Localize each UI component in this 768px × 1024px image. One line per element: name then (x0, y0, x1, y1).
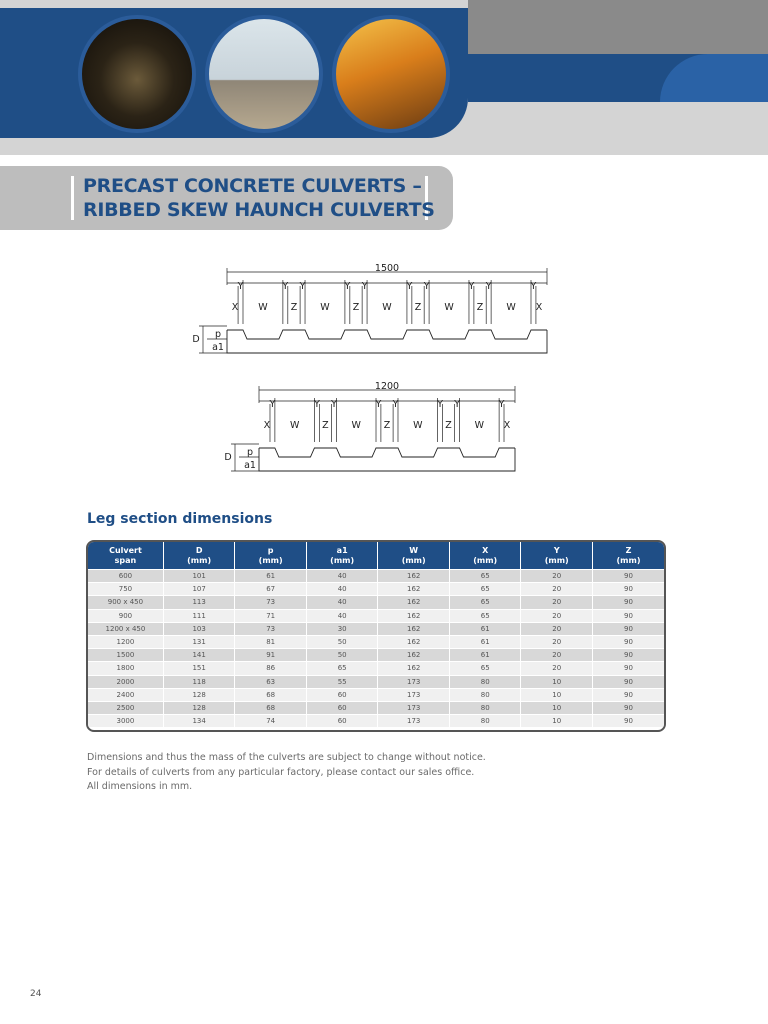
table-cell: 20 (521, 649, 593, 662)
y-label: Y (423, 281, 430, 292)
segment-label: W (320, 302, 330, 313)
column-header-text: a1 (336, 545, 348, 555)
table-cell: 3000 (88, 715, 163, 728)
table-cell: 86 (235, 662, 307, 675)
table-cell: 65 (449, 570, 521, 583)
table-cell: 20 (521, 609, 593, 622)
notes (87, 751, 607, 795)
table-cell: 162 (378, 570, 450, 583)
table-cell: 10 (521, 675, 593, 688)
column-header (521, 542, 593, 570)
table-cell: 151 (163, 662, 235, 675)
y-label: Y (454, 399, 461, 410)
table-cell: 61 (449, 649, 521, 662)
segment-label: Z (476, 302, 484, 313)
table-cell: 90 (592, 596, 664, 609)
note-line: All dimensions in mm. (87, 781, 193, 792)
segment-label: Z (383, 420, 391, 431)
title-divider-left (71, 176, 74, 220)
table-body (88, 570, 664, 728)
y-label: Y (530, 281, 537, 292)
table-cell: 30 (306, 622, 378, 635)
page-title-line-1: PRECAST CONCRETE CULVERTS – (83, 175, 422, 197)
table-cell: 40 (306, 570, 378, 583)
y-label: Y (269, 399, 276, 410)
segment-label: Z (290, 302, 298, 313)
column-header-text: W (409, 545, 419, 555)
table-cell: 90 (592, 622, 664, 635)
column-header-text: Culvert (109, 545, 142, 555)
column-header (306, 542, 378, 570)
table-cell: 71 (235, 609, 307, 622)
table-cell: 141 (163, 649, 235, 662)
table-cell: 74 (235, 715, 307, 728)
y-label: Y (485, 281, 492, 292)
table-row (88, 596, 664, 609)
table-row (88, 622, 664, 635)
segment-label: X (503, 420, 511, 431)
y-label: Y (299, 281, 306, 292)
table-row (88, 662, 664, 675)
column-header-text: span (114, 555, 137, 565)
table-cell: 900 x 450 (88, 596, 163, 609)
table-cell: 68 (235, 701, 307, 714)
table-cell: 173 (378, 675, 450, 688)
table-cell: 2400 (88, 688, 163, 701)
table-cell: 90 (592, 570, 664, 583)
table-cell: 750 (88, 583, 163, 596)
table-cell: 65 (449, 609, 521, 622)
table-cell: 60 (306, 688, 378, 701)
side-label-d: D (192, 334, 200, 345)
sunset-photo (332, 15, 450, 133)
table-header-row (88, 542, 664, 570)
column-header-text: (mm) (544, 555, 569, 565)
column-header-text: Y (553, 545, 560, 555)
table-cell: 50 (306, 649, 378, 662)
side-label-a1: a1 (244, 460, 256, 471)
segment-label: W (474, 420, 485, 431)
table-row (88, 715, 664, 728)
table-cell: 20 (521, 596, 593, 609)
column-header-text: D (195, 545, 203, 555)
table-cell: 65 (306, 662, 378, 675)
table-cell: 90 (592, 701, 664, 714)
segment-label: W (506, 302, 516, 313)
table-cell: 80 (449, 715, 521, 728)
table-cell: 60 (306, 701, 378, 714)
column-header (163, 542, 235, 570)
y-label: Y (392, 399, 399, 410)
column-header-text: (mm) (473, 555, 498, 565)
column-header (449, 542, 521, 570)
column-header-text: (mm) (401, 555, 426, 565)
table-cell: 162 (378, 583, 450, 596)
table-cell: 600 (88, 570, 163, 583)
table-cell: 111 (163, 609, 235, 622)
table-cell: 20 (521, 622, 593, 635)
side-label-p: p (214, 329, 222, 340)
y-label: Y (375, 399, 382, 410)
table-cell: 20 (521, 635, 593, 648)
table-cell: 20 (521, 662, 593, 675)
segment-label: Z (414, 302, 422, 313)
table-cell: 162 (378, 622, 450, 635)
table-row (88, 635, 664, 648)
column-header-text: (mm) (616, 555, 641, 565)
y-label: Y (498, 399, 505, 410)
segment-label: Z (445, 420, 452, 431)
segment-label: Z (322, 420, 329, 431)
table-cell: 1800 (88, 662, 163, 675)
column-header (592, 542, 664, 570)
profile-ribs (259, 448, 515, 457)
column-header (235, 542, 307, 570)
table-cell: 65 (449, 583, 521, 596)
table-cell: 162 (378, 662, 450, 675)
table-cell: 1500 (88, 649, 163, 662)
table-cell: 900 (88, 609, 163, 622)
table-cell: 10 (521, 701, 593, 714)
segment-label: W (413, 420, 423, 431)
workers-photo (205, 15, 323, 133)
table-cell: 1200 (88, 635, 163, 648)
table-cell: 162 (378, 609, 450, 622)
table-cell: 73 (235, 622, 307, 635)
table-cell: 20 (521, 570, 593, 583)
table-cell: 65 (449, 662, 521, 675)
table-cell: 80 (449, 701, 521, 714)
table-cell: 61 (235, 570, 307, 583)
table-cell: 134 (163, 715, 235, 728)
tunnel-photo (78, 15, 196, 133)
page-number: 24 (30, 989, 42, 999)
y-label: Y (437, 399, 443, 410)
table-cell: 162 (378, 596, 450, 609)
profile-outline (227, 330, 547, 353)
column-header-text: X (482, 545, 489, 555)
y-label: Y (406, 281, 413, 292)
table-cell: 173 (378, 701, 450, 714)
table-row (88, 649, 664, 662)
column-header (378, 542, 450, 570)
table-cell: 128 (163, 688, 235, 701)
table-cell: 55 (306, 675, 378, 688)
column-header-text: p (267, 545, 274, 555)
note-line: Dimensions and thus the mass of the culverts are subject to change without notice. (87, 752, 486, 763)
table-cell: 90 (592, 609, 664, 622)
segment-label: X (231, 302, 239, 313)
segment-label: W (351, 420, 361, 431)
table-cell: 81 (235, 635, 307, 648)
table-cell: 113 (163, 596, 235, 609)
table-cell: 90 (592, 715, 664, 728)
segment-label: Z (352, 302, 360, 313)
table-cell: 40 (306, 596, 378, 609)
table-cell: 107 (163, 583, 235, 596)
table-cell: 68 (235, 688, 307, 701)
table-cell: 91 (235, 649, 307, 662)
table-cell: 80 (449, 675, 521, 688)
table-cell: 90 (592, 688, 664, 701)
table-cell: 90 (592, 635, 664, 648)
side-label-p: p (246, 447, 254, 458)
table-row (88, 701, 664, 714)
table-cell: 73 (235, 596, 307, 609)
table-cell: 90 (592, 662, 664, 675)
table-row (88, 570, 664, 583)
table-cell: 67 (235, 583, 307, 596)
segment-label: X (263, 420, 271, 431)
y-label: Y (331, 399, 337, 410)
table-cell: 2000 (88, 675, 163, 688)
header-top-strip (468, 0, 768, 54)
y-label: Y (313, 399, 320, 410)
table-cell: 90 (592, 649, 664, 662)
leg-dimensions-table (86, 540, 666, 732)
column-header-text: (mm) (258, 555, 283, 565)
table-cell: 162 (378, 635, 450, 648)
table-cell: 173 (378, 688, 450, 701)
table-cell: 10 (521, 715, 593, 728)
y-label: Y (344, 281, 351, 292)
column-header (88, 542, 163, 570)
table-cell: 90 (592, 675, 664, 688)
table-cell: 90 (592, 583, 664, 596)
table-cell: 63 (235, 675, 307, 688)
y-label: Y (237, 281, 244, 292)
segment-label: W (382, 302, 392, 313)
table-cell: 2500 (88, 701, 163, 714)
section-heading: Leg section dimensions (87, 511, 273, 527)
table-cell: 10 (521, 688, 593, 701)
width-label: 1500 (374, 263, 400, 274)
table-cell: 128 (163, 701, 235, 714)
table-cell: 162 (378, 649, 450, 662)
profile-outline (259, 448, 515, 471)
y-label: Y (468, 281, 475, 292)
table-cell: 50 (306, 635, 378, 648)
note-line: For details of culverts from any particular factory, please contact our sales office. (87, 766, 475, 778)
segment-label: X (535, 302, 543, 313)
table-cell: 60 (306, 715, 378, 728)
table-row (88, 609, 664, 622)
table-row (88, 583, 664, 596)
segment-label: W (289, 420, 300, 431)
table-cell: 65 (449, 596, 521, 609)
width-label: 1200 (374, 381, 400, 392)
page-title (83, 174, 435, 222)
table-cell: 1200 x 450 (88, 622, 163, 635)
table-row (88, 675, 664, 688)
side-label-d: D (224, 452, 232, 463)
culvert-leg-diagrams (185, 258, 565, 478)
segment-label: W (258, 302, 268, 313)
table-row (88, 688, 664, 701)
column-header-text: Z (625, 545, 632, 555)
table-cell: 131 (163, 635, 235, 648)
page-title-line-2: RIBBED SKEW HAUNCH CULVERTS (83, 199, 435, 221)
table-cell: 40 (306, 609, 378, 622)
profile-ribs (227, 330, 547, 339)
table-cell: 61 (449, 622, 521, 635)
y-label: Y (282, 281, 289, 292)
side-label-a1: a1 (212, 342, 224, 353)
table-cell: 40 (306, 583, 378, 596)
table-cell: 20 (521, 583, 593, 596)
table-cell: 173 (378, 715, 450, 728)
column-header-text: (mm) (187, 555, 212, 565)
table-cell: 101 (163, 570, 235, 583)
y-label: Y (361, 281, 368, 292)
table-cell: 103 (163, 622, 235, 635)
table-cell: 61 (449, 635, 521, 648)
column-header-text: (mm) (330, 555, 355, 565)
table-cell: 118 (163, 675, 235, 688)
table-cell: 80 (449, 688, 521, 701)
segment-label: W (444, 302, 454, 313)
